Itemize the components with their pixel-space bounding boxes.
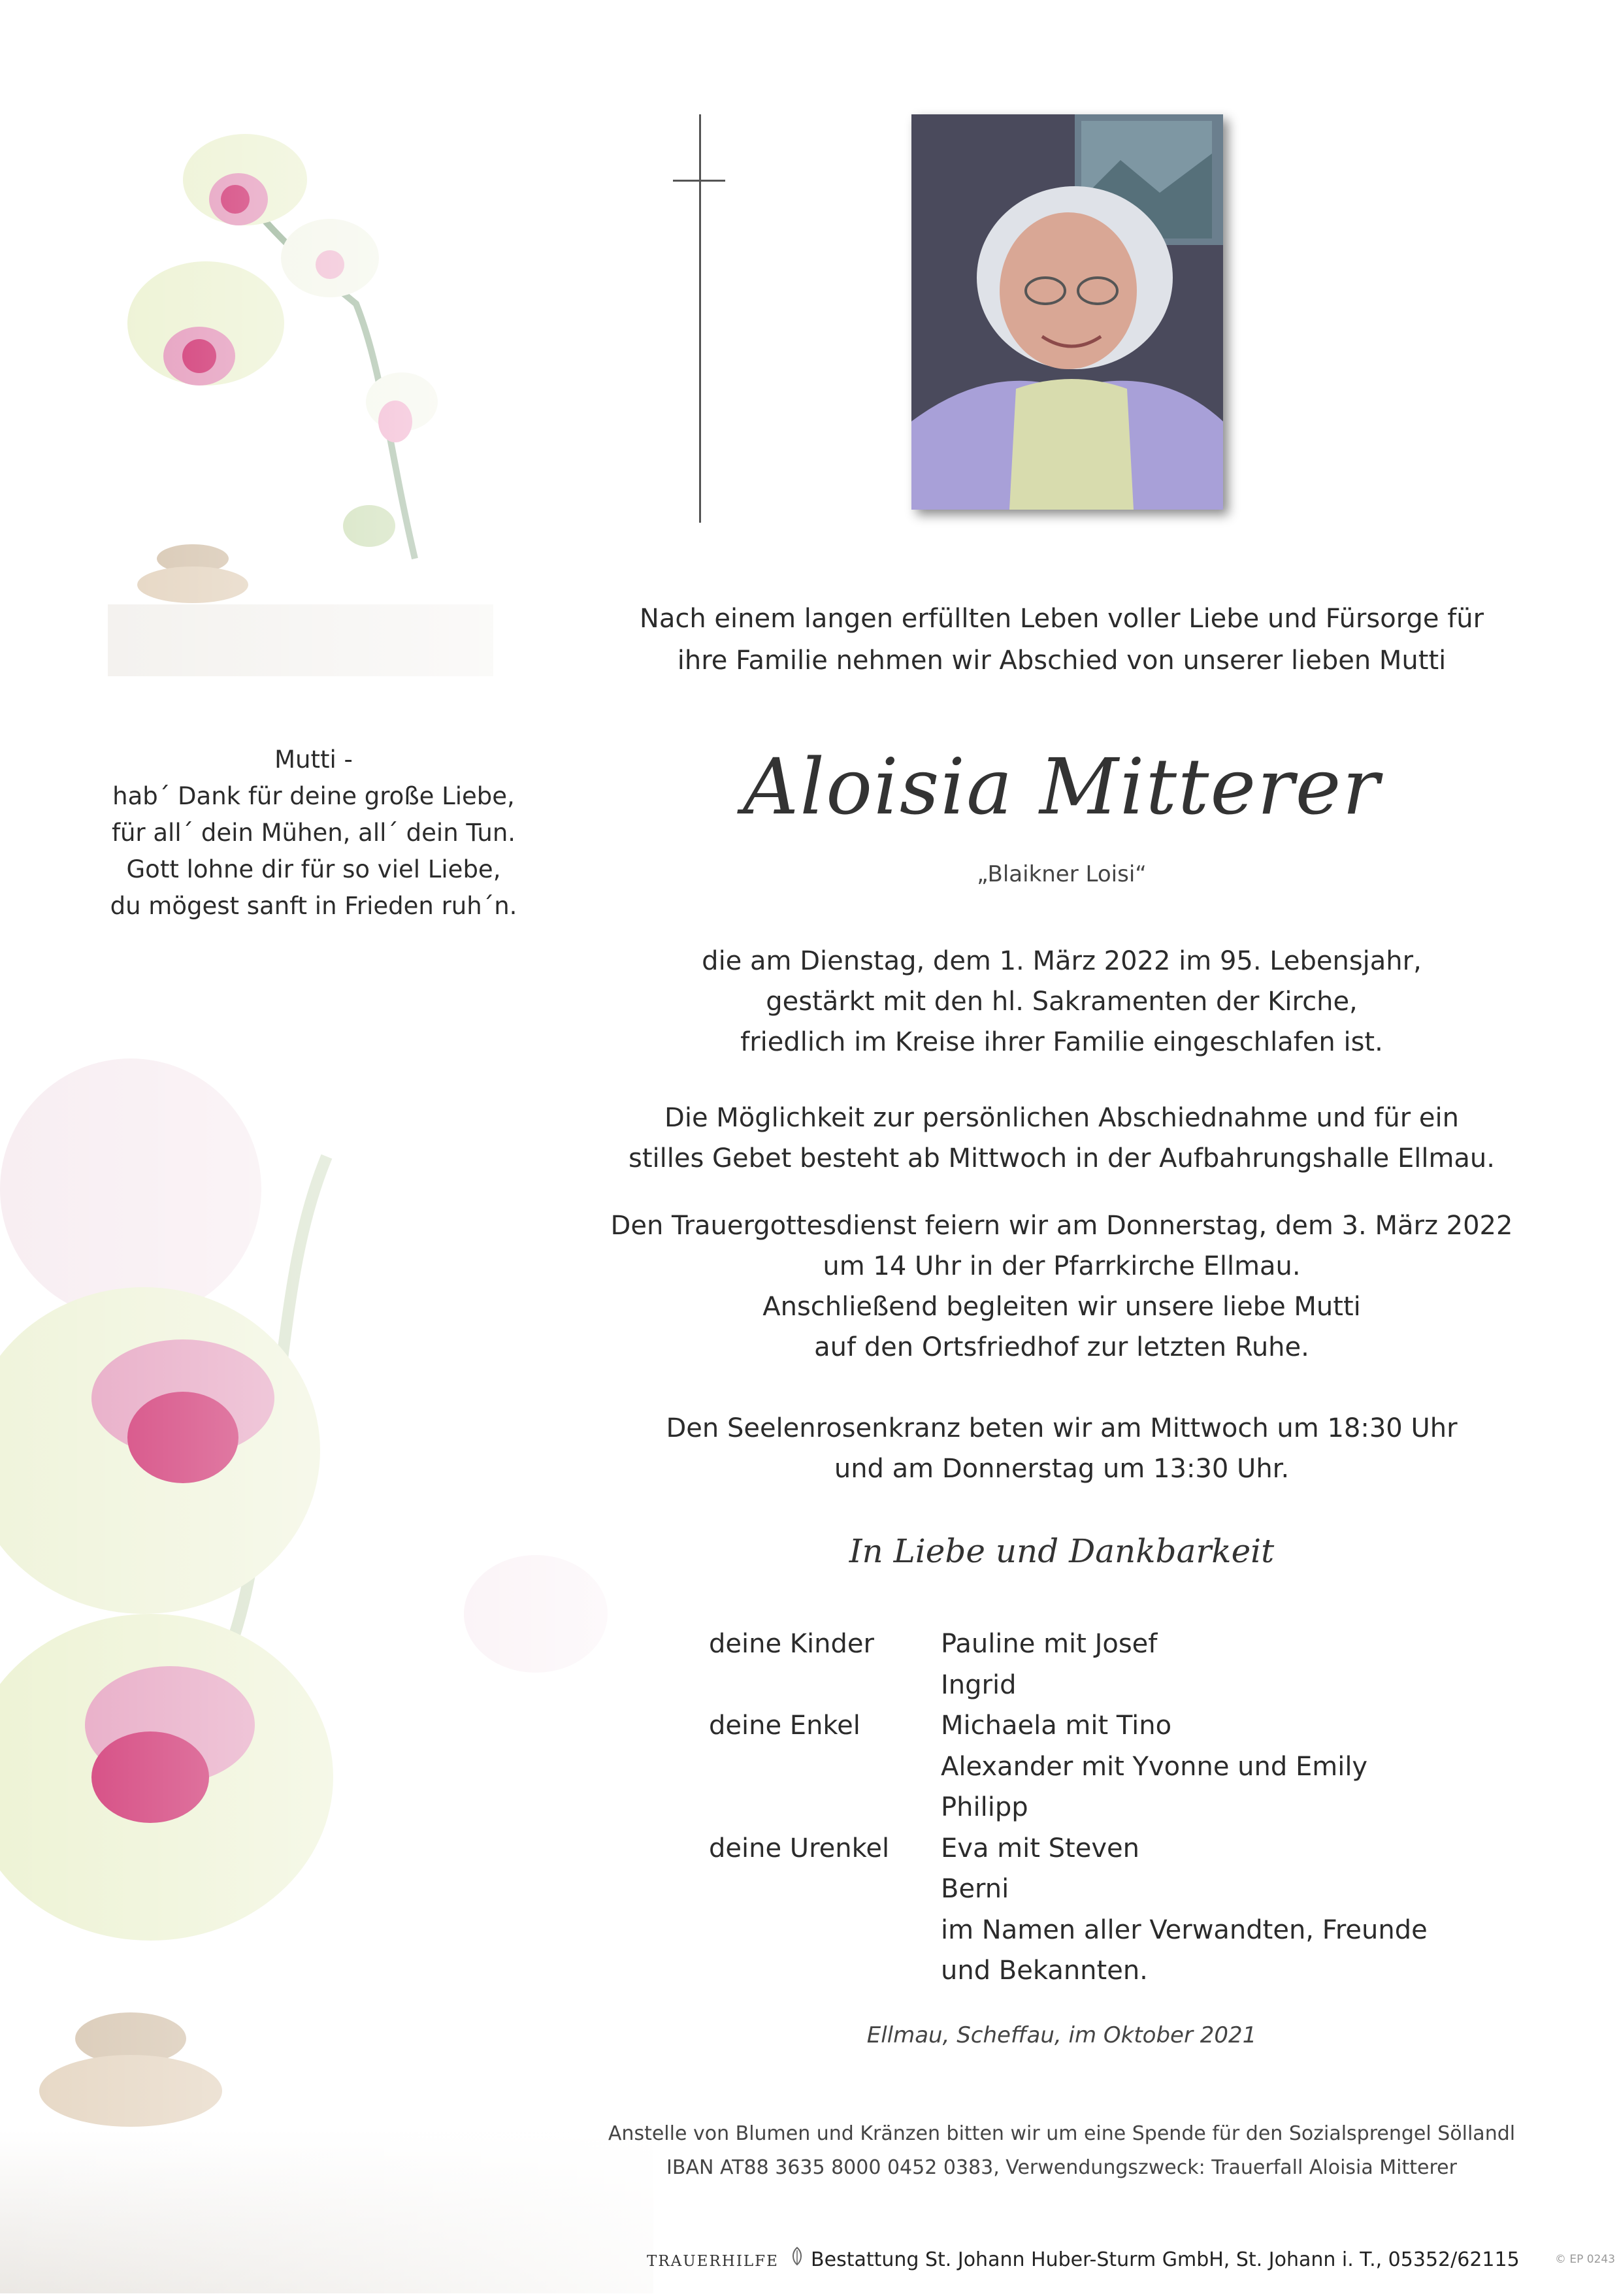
poem-line: hab´ Dank für deine große Liebe, — [112, 782, 515, 810]
deceased-name: Aloisia Mitterer — [743, 742, 1381, 832]
poem-line: Mutti - — [274, 746, 353, 774]
paragraph-line: Den Trauergottesdienst feiern wir am Donnerstag, dem 3. März 2022 — [610, 1211, 1513, 1241]
family-row — [709, 1828, 1526, 1869]
paragraph-line: Den Seelenrosenkranz beten wir am Mittwoch um 18:30 Uhr — [666, 1413, 1458, 1443]
donation-line: IBAN AT88 3635 8000 0452 0383, Verwendungszweck: Trauerfall Aloisia Mitterer — [666, 2156, 1457, 2179]
family-relation — [709, 1787, 941, 1828]
family-relation — [709, 1910, 941, 1951]
paragraph-line: auf den Ortsfriedhof zur letzten Ruhe. — [814, 1332, 1309, 1362]
template-code: © EP 0243 — [1555, 2253, 1616, 2266]
paragraph-line: um 14 Uhr in der Pfarrkirche Ellmau. — [823, 1251, 1301, 1281]
family-relation: deine Urenkel — [709, 1833, 890, 1863]
family-relation — [709, 1869, 941, 1910]
place-date: Ellmau, Scheffau, im Oktober 2021 — [866, 2022, 1257, 2048]
family-row — [709, 1950, 1526, 1992]
footer-text: Bestattung St. Johann Huber-Sturm GmbH, St. Johann i. T., 05352/62115 — [811, 2248, 1520, 2271]
intro-text — [588, 598, 1535, 681]
family-row — [709, 1665, 1526, 1706]
rosary-paragraph — [575, 1408, 1548, 1489]
family-relation — [709, 1747, 941, 1788]
family-names: Pauline mit Josef — [941, 1629, 1158, 1659]
family-relation: deine Kinder — [709, 1629, 874, 1659]
family-relation — [709, 1950, 941, 1992]
family-list — [709, 1624, 1526, 1992]
paragraph-line: Die Möglichkeit zur persönlichen Abschiednahme und für ein — [664, 1103, 1459, 1133]
family-row — [709, 1705, 1526, 1747]
family-names: Michaela mit Tino — [941, 1711, 1172, 1741]
family-row — [709, 1787, 1526, 1828]
cross-symbol — [673, 114, 725, 523]
intro-line: Nach einem langen erfüllten Leben voller Liebe und Fürsorge für — [639, 604, 1484, 634]
poem-line: du mögest sanft in Frieden ruh´n. — [110, 892, 517, 920]
family-row — [709, 1910, 1526, 1951]
family-row — [709, 1869, 1526, 1910]
donation-notice — [536, 2117, 1588, 2185]
family-names: Berni — [941, 1874, 1009, 1904]
family-row — [709, 1747, 1526, 1788]
poem-line: Gott lohne dir für so viel Liebe, — [126, 855, 501, 883]
family-names: Ingrid — [941, 1669, 1017, 1700]
death-paragraph — [575, 941, 1548, 1062]
orchid-decoration-top — [108, 108, 493, 676]
service-paragraph — [575, 1205, 1548, 1368]
paragraph-line: die am Dienstag, dem 1. März 2022 im 95. Lebensjahr, — [702, 946, 1422, 976]
poem — [91, 742, 536, 925]
footer-brand: TRAUERHILFE — [647, 2253, 779, 2270]
family-names: Eva mit Steven — [941, 1833, 1139, 1863]
closing-phrase: In Liebe und Dankbarkeit — [849, 1532, 1275, 1570]
family-names: und Bekannten. — [941, 1956, 1148, 1986]
deceased-nickname: „Blaikner Loisi“ — [977, 861, 1147, 887]
family-names: Alexander mit Yvonne und Emily — [941, 1751, 1368, 1782]
family-relation: deine Enkel — [709, 1711, 860, 1741]
portrait-photo — [911, 114, 1223, 510]
leaf-icon — [790, 2248, 811, 2271]
orchid-decoration-bottom — [0, 993, 653, 2293]
paragraph-line: friedlich im Kreise ihrer Familie eingeschlafen ist. — [740, 1027, 1383, 1057]
donation-line: Anstelle von Blumen und Kränzen bitten wir um eine Spende für den Sozialsprengel Söllandl — [608, 2122, 1516, 2145]
paragraph-line: Anschließend begleiten wir unsere liebe Mutti — [762, 1292, 1361, 1322]
family-names: im Namen aller Verwandten, Freunde — [941, 1914, 1428, 1945]
intro-line: ihre Familie nehmen wir Abschied von unserer lieben Mutti — [677, 646, 1447, 676]
family-names: Philipp — [941, 1792, 1028, 1822]
footer — [647, 2246, 1520, 2271]
family-relation — [709, 1665, 941, 1706]
paragraph-line: stilles Gebet besteht ab Mittwoch in der Aufbahrungshalle Ellmau. — [629, 1143, 1495, 1173]
paragraph-line: und am Donnerstag um 13:30 Uhr. — [834, 1454, 1290, 1484]
farewell-paragraph — [575, 1098, 1548, 1179]
family-row — [709, 1624, 1526, 1665]
poem-line: für all´ dein Mühen, all´ dein Tun. — [111, 819, 516, 847]
paragraph-line: gestärkt mit den hl. Sakramenten der Kirche, — [766, 987, 1358, 1017]
